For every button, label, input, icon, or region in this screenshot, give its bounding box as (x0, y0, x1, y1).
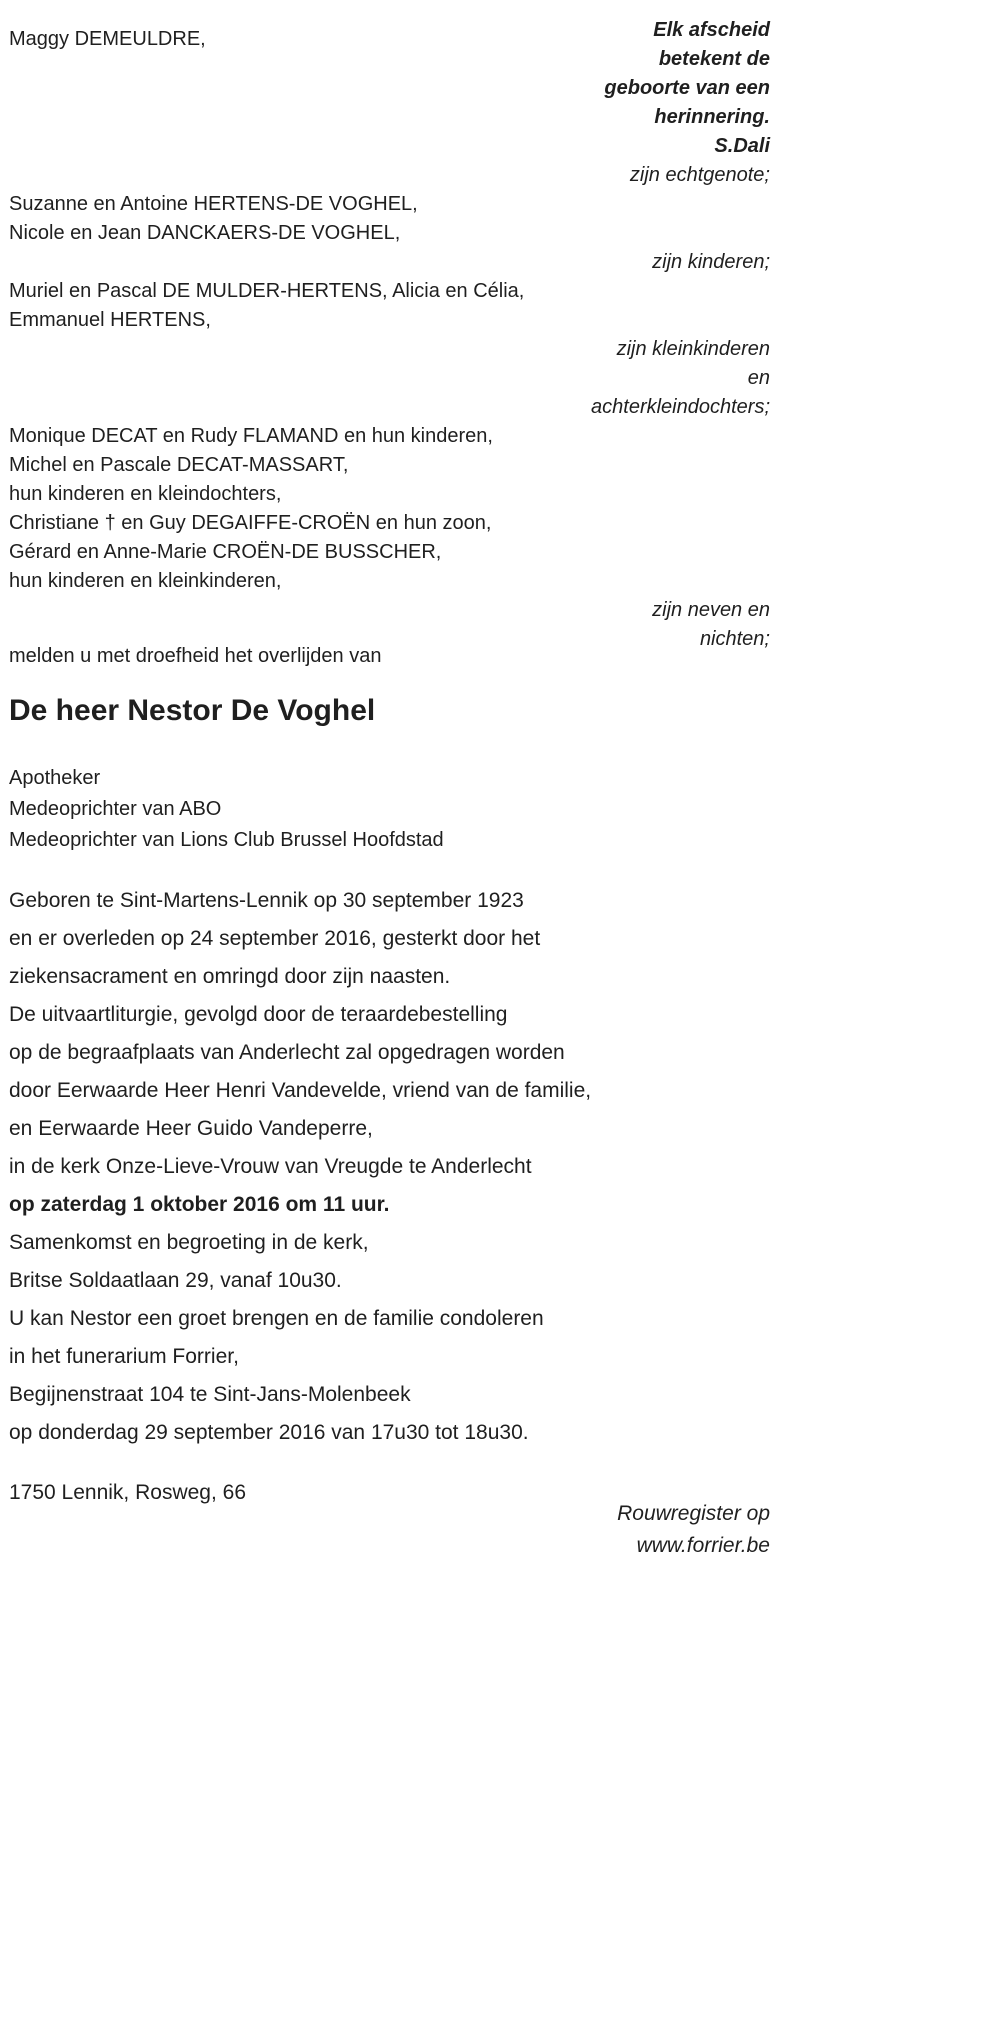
name-line: hun kinderen en kleinkinderen, (9, 570, 282, 592)
name-line: Michel en Pascale DECAT-MASSART, (9, 454, 349, 476)
name-line: Monique DECAT en Rudy FLAMAND en hun kinderen, (9, 425, 493, 447)
register-website: www.forrier.be (636, 1534, 770, 1557)
ceremony-line: Begijnenstraat 104 te Sint-Jans-Molenbeek (9, 1383, 411, 1406)
quote-attribution: S.Dali (714, 135, 770, 157)
children-names (9, 190, 770, 248)
title-line: Apotheker (9, 767, 101, 789)
quote-block (604, 16, 770, 161)
quote-line: betekent de (658, 48, 770, 70)
name-line: Christiane † en Guy DEGAIFFE-CROËN en hun zoon, (9, 512, 492, 534)
role-line: en (747, 367, 770, 389)
ceremony-line: op donderdag 29 september 2016 van 17u30 tot 18u30. (9, 1421, 529, 1444)
footer (9, 1478, 770, 1562)
ceremony-line: Britse Soldaatlaan 29, vanaf 10u30. (9, 1269, 342, 1292)
name-line: Nicole en Jean DANCKAERS-DE VOGHEL, (9, 222, 401, 244)
role-line: zijn neven en (652, 599, 770, 621)
role-line: zijn kleinkinderen (616, 338, 770, 360)
deceased-titles (9, 763, 770, 856)
register-line: Rouwregister op (617, 1502, 770, 1525)
name-line: Muriel en Pascal DE MULDER-HERTENS, Alicia en Célia, (9, 280, 525, 302)
ceremony-line: in de kerk Onze-Lieve-Vrouw van Vreugde te Anderlecht (9, 1155, 532, 1178)
role-grandchildren (9, 335, 770, 422)
ceremony-line: en Eerwaarde Heer Guido Vandeperre, (9, 1117, 373, 1140)
ceremony-line: U kan Nestor een groet brengen en de familie condoleren (9, 1307, 544, 1330)
ceremony-line: en er overleden op 24 september 2016, gesterkt door het (9, 927, 541, 950)
name-line: hun kinderen en kleindochters, (9, 483, 282, 505)
ceremony-line: De uitvaartliturgie, gevolgd door de teraardebestelling (9, 1003, 508, 1026)
ceremony-date-line: op zaterdag 1 oktober 2016 om 11 uur. (9, 1193, 390, 1216)
register-block (617, 1498, 770, 1562)
ceremony-line: in het funerarium Forrier, (9, 1345, 239, 1368)
spouse-name: Maggy DEMEULDRE, (9, 28, 206, 50)
role-line: nichten; (699, 628, 770, 650)
deceased-name: De heer Nestor De Voghel (9, 694, 376, 727)
ceremony-line: Geboren te Sint-Martens-Lennik op 30 september 1923 (9, 889, 524, 912)
quote-line: geboorte van een (604, 77, 770, 99)
ceremony-details (9, 882, 770, 1452)
name-line: Suzanne en Antoine HERTENS-DE VOGHEL, (9, 193, 418, 215)
ceremony-line: Samenkomst en begroeting in de kerk, (9, 1231, 369, 1254)
header (9, 16, 770, 161)
title-line: Medeoprichter van Lions Club Brussel Hoofdstad (9, 829, 444, 851)
title-line: Medeoprichter van ABO (9, 798, 222, 820)
ceremony-line: ziekensacrament en omringd door zijn naasten. (9, 965, 451, 988)
announcement-line: melden u met droefheid het overlijden van (9, 645, 382, 667)
ceremony-line: door Eerwaarde Heer Henri Vandevelde, vriend van de familie, (9, 1079, 592, 1102)
quote-line: herinnering. (654, 106, 770, 128)
name-line: Gérard en Anne-Marie CROËN-DE BUSSCHER, (9, 541, 442, 563)
nieces-nephews-names (9, 422, 770, 596)
role-line: achterkleindochters; (591, 396, 770, 418)
quote-line: Elk afscheid (653, 19, 770, 41)
family-address: 1750 Lennik, Rosweg, 66 (9, 1481, 246, 1504)
grandchildren-names (9, 277, 770, 335)
role-children: zijn kinderen; (652, 251, 770, 273)
name-line: Emmanuel HERTENS, (9, 309, 211, 331)
ceremony-line: op de begraafplaats van Anderlecht zal opgedragen worden (9, 1041, 565, 1064)
role-spouse: zijn echtgenote; (629, 164, 770, 186)
